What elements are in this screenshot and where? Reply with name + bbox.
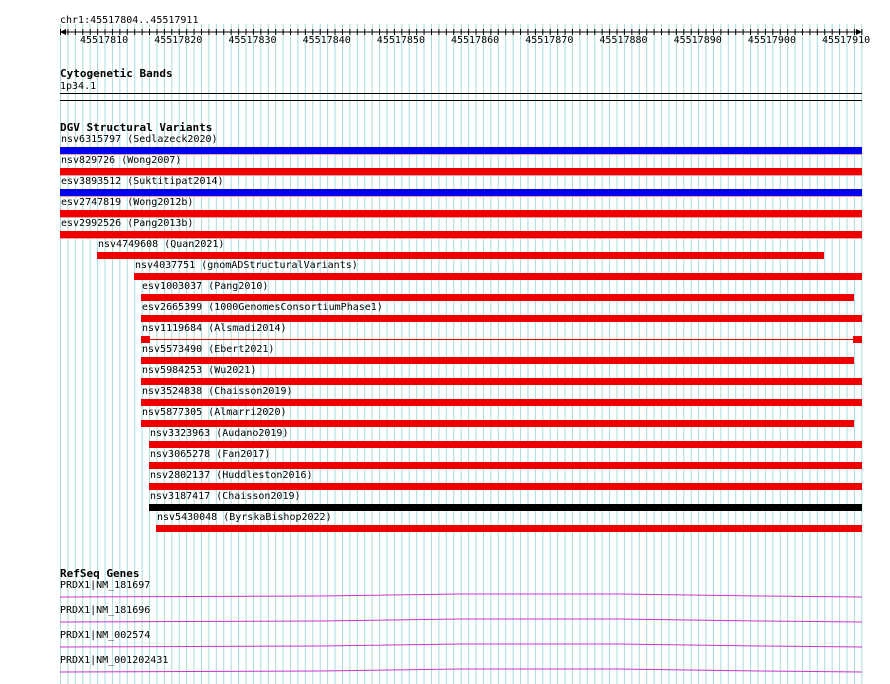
dgv-variant-bar[interactable] xyxy=(141,315,862,322)
dgv-variant-label[interactable]: nsv5430048 (ByrskaBishop2022) xyxy=(157,512,332,523)
cytoband-bar[interactable] xyxy=(60,93,862,94)
dgv-variant-label[interactable]: nsv1119684 (Alsmadi2014) xyxy=(142,323,287,334)
track-separator xyxy=(60,100,862,101)
ruler-tick-label: 45517830 xyxy=(228,35,277,46)
dgv-variant-bar[interactable] xyxy=(134,273,862,280)
dgv-variant-bar[interactable] xyxy=(60,147,862,154)
dgv-variant-label[interactable]: esv2992526 (Pang2013b) xyxy=(61,218,194,229)
dgv-variant-bar[interactable] xyxy=(141,378,862,385)
refseq-track-title[interactable]: RefSeq Genes xyxy=(60,567,140,580)
dgv-variant-bar[interactable] xyxy=(60,210,862,217)
ruler-tick-label: 45517870 xyxy=(525,35,574,46)
dgv-variant-label[interactable]: esv2665399 (1000GenomesConsortiumPhase1) xyxy=(142,302,383,313)
dgv-variant-bar[interactable] xyxy=(149,441,862,448)
dgv-variant-bar[interactable] xyxy=(149,504,862,511)
dgv-variant-bar[interactable] xyxy=(141,357,854,364)
ruler-tick-label: 45517890 xyxy=(673,35,722,46)
refseq-gene-line[interactable] xyxy=(60,668,862,674)
dgv-variant-bar[interactable] xyxy=(141,420,854,427)
dgv-variant-connector xyxy=(150,339,853,340)
dgv-variant-bar[interactable] xyxy=(60,231,862,238)
ruler-tick-label: 45517880 xyxy=(599,35,648,46)
dgv-variant-label[interactable]: esv2747819 (Wong2012b) xyxy=(61,197,194,208)
refseq-gene-line[interactable] xyxy=(60,643,862,649)
dgv-variant-label[interactable]: esv3893512 (Suktitipat2014) xyxy=(61,176,224,187)
refseq-gene-label[interactable]: PRDX1|NM_181697 xyxy=(60,580,151,591)
ruler-tick-label: 45517850 xyxy=(376,35,425,46)
dgv-variant-bar[interactable] xyxy=(149,483,862,490)
ruler-tick-label: 45517900 xyxy=(747,35,796,46)
ruler-tick-label: 45517810 xyxy=(80,35,129,46)
dgv-variant-label[interactable]: nsv4749608 (Quan2021) xyxy=(98,239,225,250)
region-label: chr1:45517804..45517911 xyxy=(60,15,199,26)
dgv-variant-bar[interactable] xyxy=(156,525,862,532)
refseq-gene-line[interactable] xyxy=(60,618,862,624)
refseq-gene-label[interactable]: PRDX1|NM_181696 xyxy=(60,605,151,616)
dgv-variant-label[interactable]: nsv6315797 (Sedlazeck2020) xyxy=(61,134,218,145)
dgv-variant-bar[interactable] xyxy=(60,168,862,175)
cytoband-track-title[interactable]: Cytogenetic Bands xyxy=(60,67,173,80)
refseq-gene-label[interactable]: PRDX1|NM_001202431 xyxy=(60,655,169,666)
dgv-track-title[interactable]: DGV Structural Variants xyxy=(60,121,213,134)
dgv-variant-bar[interactable] xyxy=(97,252,824,259)
dgv-variant-bar[interactable] xyxy=(141,336,150,343)
dgv-variant-label[interactable]: esv1003037 (Pang2010) xyxy=(142,281,269,292)
cytoband-label[interactable]: 1p34.1 xyxy=(60,81,97,92)
dgv-variant-bar[interactable] xyxy=(853,336,862,343)
dgv-variant-label[interactable]: nsv5984253 (Wu2021) xyxy=(142,365,257,376)
dgv-variant-bar[interactable] xyxy=(141,294,854,301)
dgv-variant-label[interactable]: nsv829726 (Wong2007) xyxy=(61,155,182,166)
dgv-variant-label[interactable]: nsv5573490 (Ebert2021) xyxy=(142,344,275,355)
ruler-tick-label: 45517910 xyxy=(822,35,871,46)
dgv-variant-label[interactable]: nsv3323963 (Audano2019) xyxy=(150,428,289,439)
dgv-variant-label[interactable]: nsv4037751 (gnomADStructuralVariants) xyxy=(135,260,358,271)
dgv-variant-bar[interactable] xyxy=(60,189,862,196)
dgv-variant-label[interactable]: nsv3187417 (Chaisson2019) xyxy=(150,491,301,502)
dgv-variant-label[interactable]: nsv3065278 (Fan2017) xyxy=(150,449,271,460)
ruler-tick-label: 45517820 xyxy=(154,35,203,46)
dgv-variant-label[interactable]: nsv3524838 (Chaisson2019) xyxy=(142,386,293,397)
dgv-variant-label[interactable]: nsv2802137 (Huddleston2016) xyxy=(150,470,313,481)
refseq-gene-label[interactable]: PRDX1|NM_002574 xyxy=(60,630,151,641)
ruler-tick-label: 45517840 xyxy=(302,35,351,46)
refseq-gene-line[interactable] xyxy=(60,593,862,599)
ruler-tick-label: 45517860 xyxy=(451,35,500,46)
dgv-variant-label[interactable]: nsv5877305 (Almarri2020) xyxy=(142,407,287,418)
dgv-variant-bar[interactable] xyxy=(141,399,862,406)
dgv-variant-bar[interactable] xyxy=(149,462,862,469)
